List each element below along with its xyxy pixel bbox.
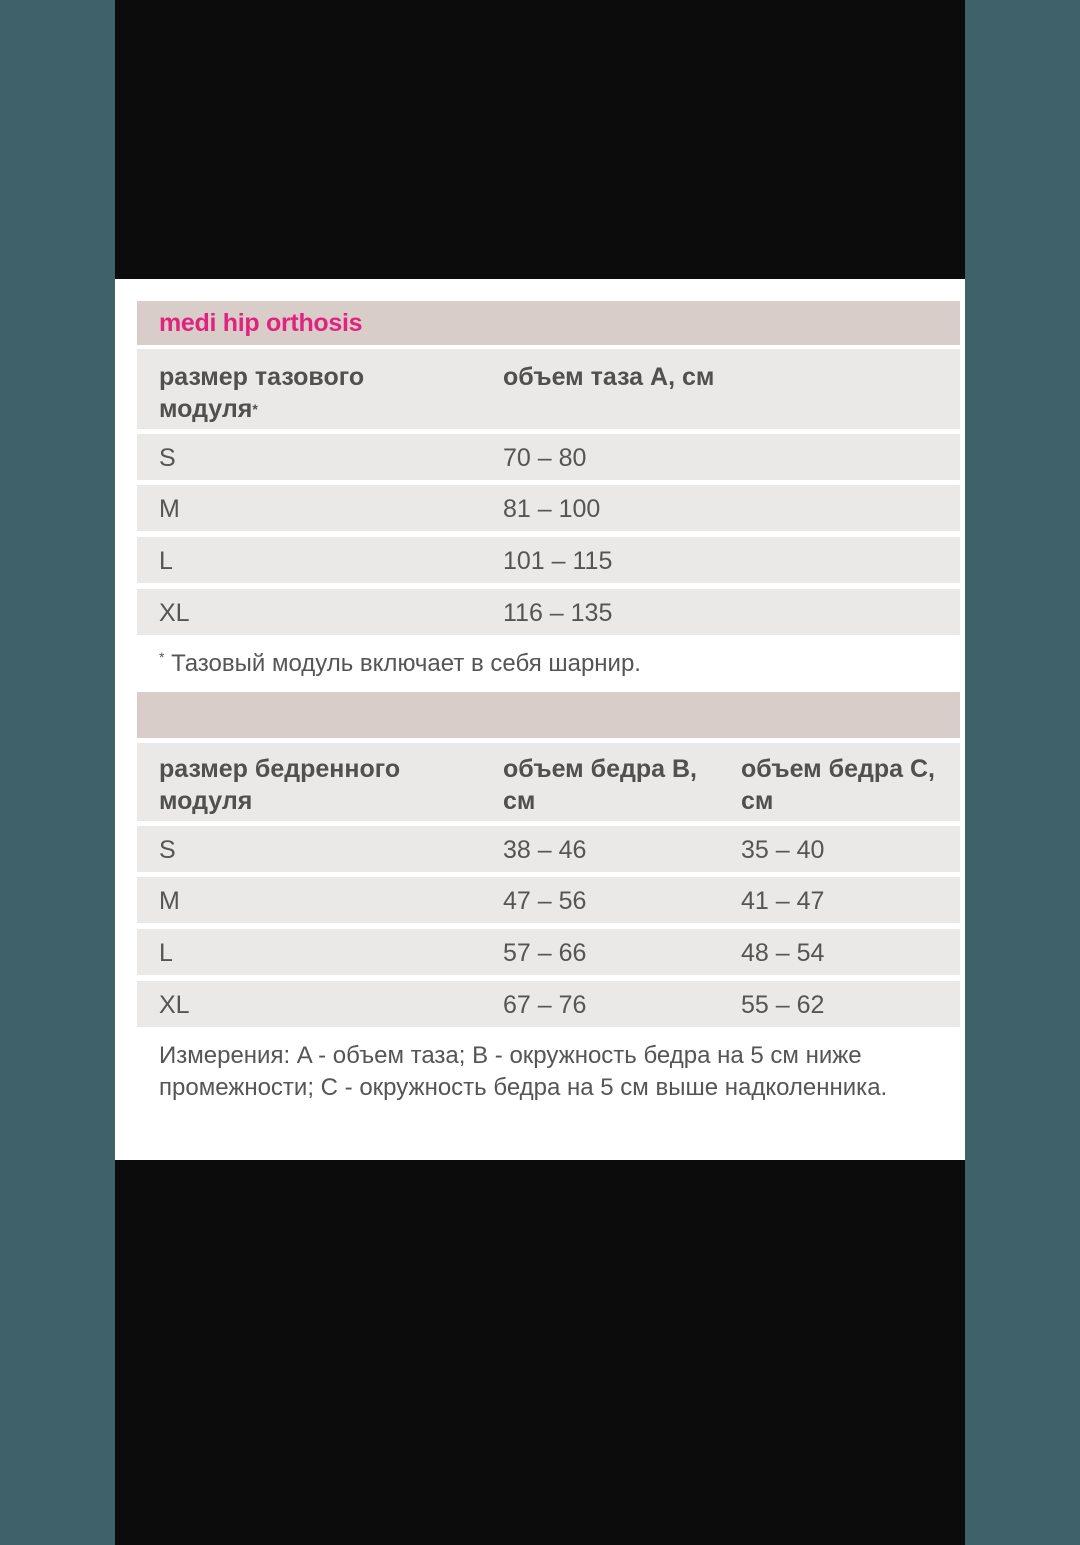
size-cell: XL — [159, 599, 190, 627]
size-cell: L — [159, 547, 173, 575]
size-chart-card — [115, 279, 965, 1160]
b-cell: 38 – 46 — [503, 836, 587, 864]
size-cell: XL — [159, 991, 190, 1019]
table-row — [137, 981, 960, 1027]
c-cell: 48 – 54 — [741, 939, 825, 967]
size-cell: M — [159, 495, 180, 523]
size-cell: L — [159, 939, 173, 967]
c-cell: 35 – 40 — [741, 836, 825, 864]
section-band — [137, 692, 960, 738]
size-cell: S — [159, 444, 176, 472]
range-cell: 101 – 115 — [503, 547, 613, 575]
asterisk-mark: * — [252, 401, 258, 417]
table-row — [137, 826, 960, 872]
table-row — [137, 929, 960, 975]
thigh-b-header: объем бедра B, см — [503, 755, 697, 815]
size-cell: M — [159, 887, 180, 915]
pelvic-size-header: размер тазового модуля* — [159, 363, 365, 423]
thigh-c-header: объем бедра C, см — [741, 755, 935, 815]
b-cell: 57 – 66 — [503, 939, 587, 967]
range-cell: 116 – 135 — [503, 599, 613, 627]
c-cell: 55 – 62 — [741, 991, 825, 1019]
measurements-note: Измерения: A - объем таза; B - окружность бедра на 5 см ниже промежности; C - окружность бедра на 5 см выше надколенника. — [159, 1042, 888, 1101]
table-row — [137, 485, 960, 531]
pelvic-volume-header: объем таза A, см — [503, 363, 715, 391]
b-cell: 67 – 76 — [503, 991, 587, 1019]
table-row — [137, 589, 960, 635]
table-row — [137, 537, 960, 583]
pelvic-header-row — [137, 349, 960, 429]
range-cell: 70 – 80 — [503, 444, 587, 472]
thigh-header-row — [137, 743, 960, 821]
thigh-size-header: размер бедренного модуля — [159, 755, 401, 815]
title-bar — [137, 301, 960, 345]
pelvic-footnote: * Тазовый модуль включает в себя шарнир. — [159, 649, 641, 677]
footnote-mark: * — [159, 649, 165, 665]
c-cell: 41 – 47 — [741, 887, 825, 915]
size-cell: S — [159, 836, 176, 864]
b-cell: 47 – 56 — [503, 887, 587, 915]
chart-title: medi hip orthosis — [159, 309, 363, 337]
table-row — [137, 877, 960, 923]
table-row — [137, 434, 960, 480]
range-cell: 81 – 100 — [503, 495, 601, 523]
